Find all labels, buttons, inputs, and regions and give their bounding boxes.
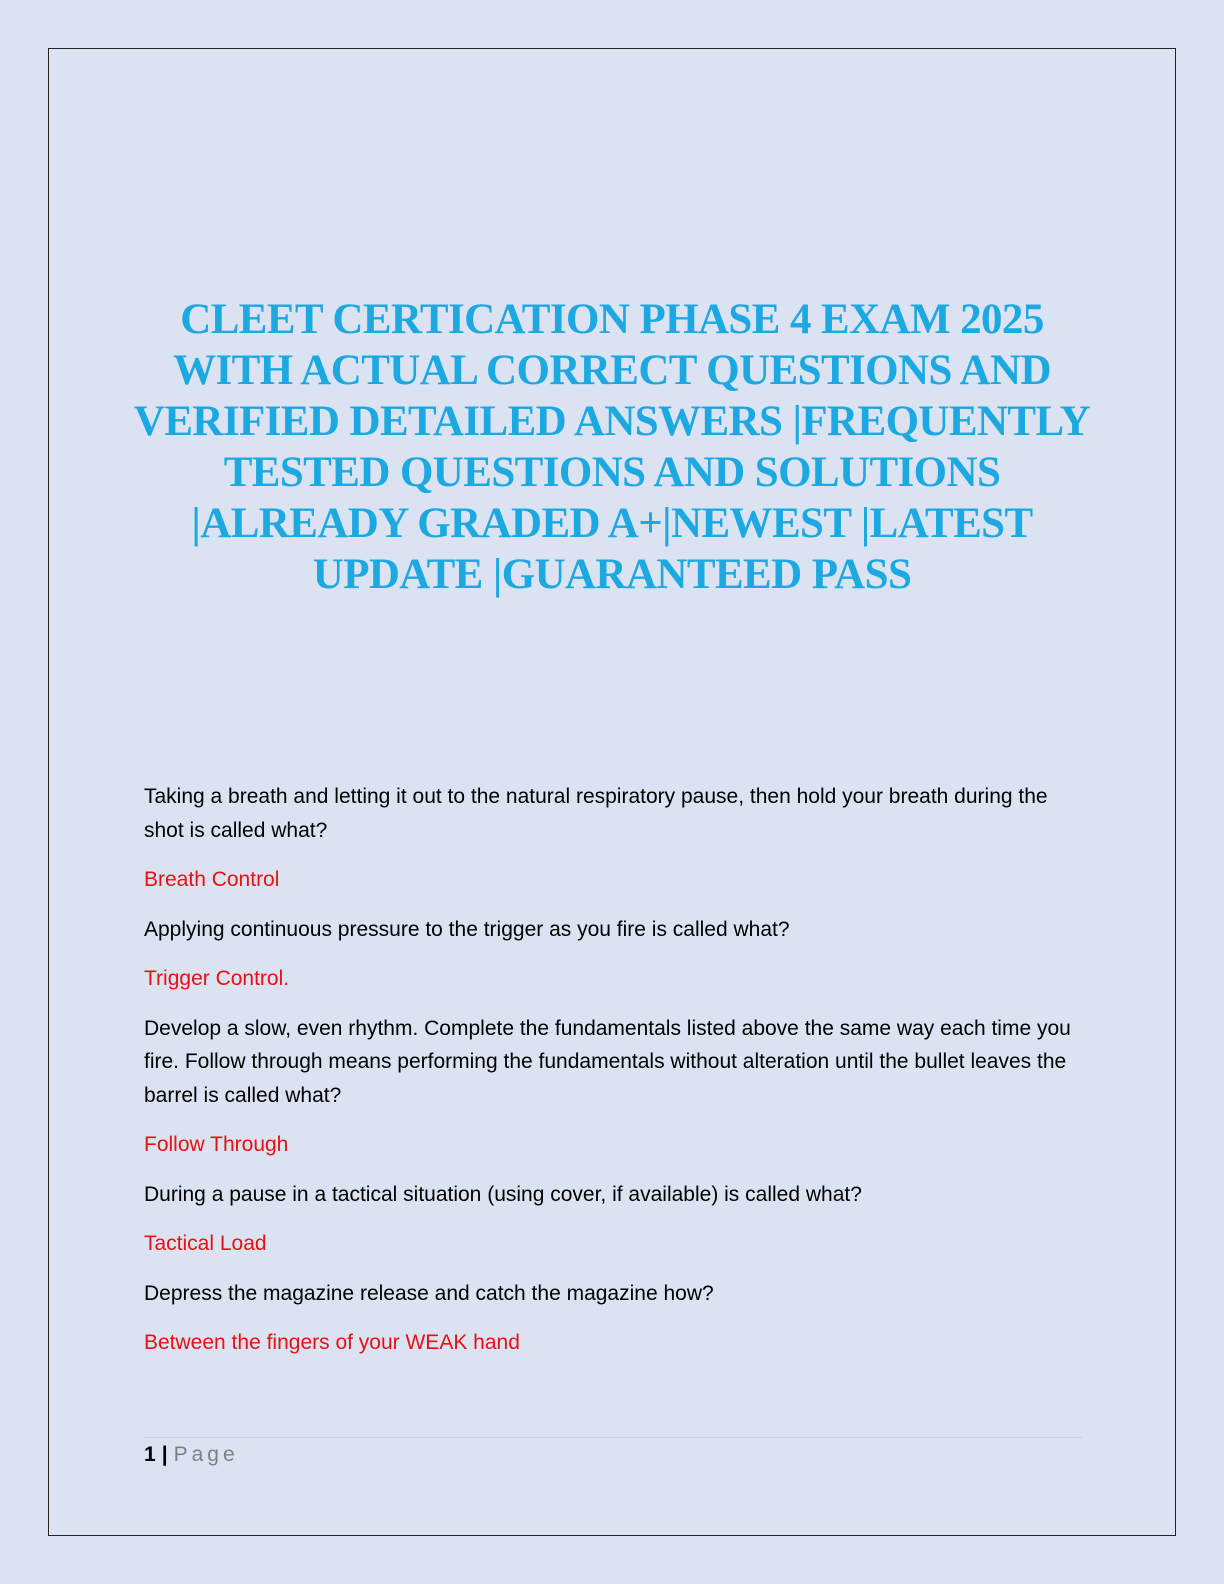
page-footer (144, 1440, 239, 1470)
answer-1: Breath Control (144, 868, 280, 891)
question-1: Taking a breath and letting it out to the natural respiratory pause, then hold your breath during the shot is called what? (144, 785, 1048, 842)
answer-3: Follow Through (144, 1133, 289, 1156)
question-5: Depress the magazine release and catch the magazine how? (144, 1281, 714, 1305)
footer-separator: | (161, 1443, 168, 1466)
answer-5: Between the fingers of your WEAK hand (144, 1331, 520, 1354)
answer-4: Tactical Load (144, 1232, 267, 1255)
page-number: 1 (144, 1443, 156, 1466)
document-title: CLEET CERTICATION PHASE 4 EXAM 2025 WITH ACTUAL CORRECT QUESTIONS AND VERIFIED DETAILED ANSWERS |FREQUENTLY TESTED QUESTIONS AND SOLUTIONS |ALREADY GRADED A+|NEWEST |LATEST UPDATE |GUARANTEED PASS (133, 296, 1091, 598)
question-2: Applying continuous pressure to the trigger as you fire is called what? (144, 917, 790, 941)
question-3: Develop a slow, even rhythm. Complete the fundamentals listed above the same way each time you fire. Follow through means performing the fundamentals without alteration until the bullet leaves the barrel is called what? (144, 1016, 1071, 1107)
qa-list (144, 780, 1084, 1376)
page-label: Page (173, 1443, 239, 1466)
question-4: During a pause in a tactical situation (using cover, if available) is called what? (144, 1182, 862, 1206)
answer-2: Trigger Control. (144, 967, 290, 990)
footer-divider (144, 1437, 1082, 1438)
